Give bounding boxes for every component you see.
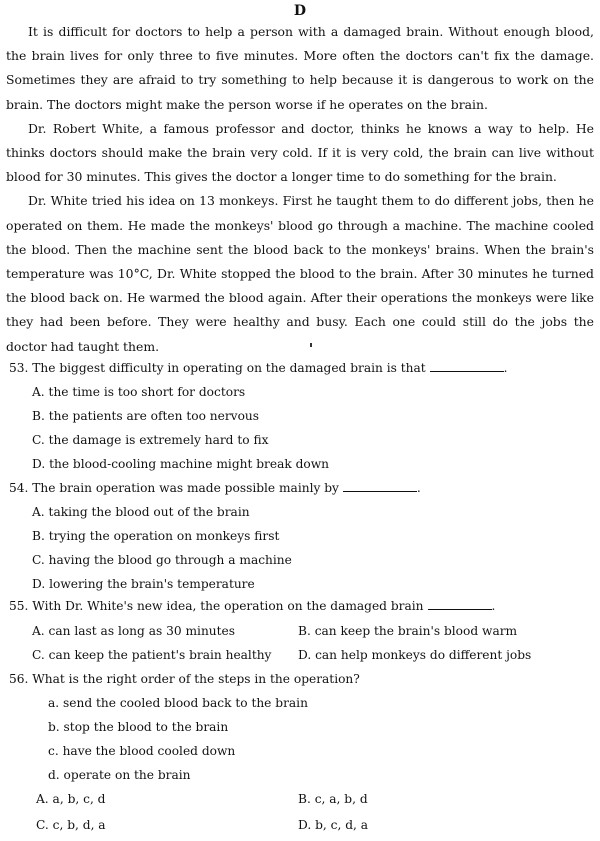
question-53-option-c: C. the damage is extremely hard to fix — [32, 433, 269, 447]
question-53: 53. The biggest difficulty in operating on the damaged brain is that . — [9, 361, 508, 375]
question-56-step-d: d. operate on the brain — [48, 768, 191, 782]
question-53-option-a: A. the time is too short for doctors — [32, 385, 246, 399]
answer-blank — [430, 361, 504, 372]
question-55-option-d: D. can help monkeys do different jobs — [298, 648, 532, 662]
question-56-step-b: b. stop the blood to the brain — [48, 720, 229, 734]
question-56 — [9, 671, 360, 688]
question-56-option-a: A. a, b, c, d — [36, 792, 106, 806]
question-55-option-a: A. can last as long as 30 minutes — [32, 624, 236, 638]
question-53-option-d: D. the blood-cooling machine might break down — [32, 457, 330, 471]
question-56-stem: 56. What is the right order of the steps in the operation? — [9, 672, 360, 686]
question-55-stem: 55. With Dr. White's new idea, the operation on the damaged brain — [9, 599, 424, 613]
question-56-option-d: D. b, c, d, a — [298, 818, 369, 832]
question-53-option-b: B. the patients are often too nervous — [32, 409, 260, 423]
question-54: 54. The brain operation was made possible mainly by . — [9, 481, 421, 495]
print-mark — [310, 343, 312, 347]
question-53-stem: 53. The biggest difficulty in operating on the damaged brain is that — [9, 361, 426, 375]
question-54-option-b: B. trying the operation on monkeys first — [32, 529, 280, 543]
question-55-option-b: B. can keep the brain's blood warm — [298, 624, 518, 638]
passage-paragraph-3: Dr. White tried his idea on 13 monkeys. First he taught them to do different jobs, then he operated on them. He made the monkeys' blood go through a machine. The machine cooled the blood. Then the machine sent the blood back to the monkeys' brains. When the brain's temperature was 10°C, Dr. White stopped the blood to the brain. After 30 minutes he turned the blood back on. He warmed the blood again. After their operations the monkeys were like they had been before. They were healthy and busy. Each one could still do the jobs the doctor had taught them. — [6, 193, 594, 354]
reading-passage — [6, 20, 594, 359]
passage-paragraph-2: Dr. Robert White, a famous professor and doctor, thinks he knows a way to help. He thinks doctors should make the brain very cold. If it is very cold, the brain can live without blood for 30 minutes. This gives the doctor a longer time to do something for the brain. — [6, 120, 594, 185]
question-54-stem: 54. The brain operation was made possible mainly by — [9, 481, 339, 495]
question-54-option-a: A. taking the blood out of the brain — [32, 505, 250, 519]
question-56-option-c: C. c, b, d, a — [36, 818, 106, 832]
question-54-option-c: C. having the blood go through a machine — [32, 553, 292, 567]
question-56-step-c: c. have the blood cooled down — [48, 744, 236, 758]
question-56-option-b: B. c, a, b, d — [298, 792, 368, 806]
section-title: D — [293, 3, 307, 19]
question-55: 55. With Dr. White's new idea, the operation on the damaged brain . — [9, 599, 496, 613]
question-54-option-d: D. lowering the brain's temperature — [32, 577, 255, 591]
question-55-option-c: C. can keep the patient's brain healthy — [32, 648, 272, 662]
passage-paragraph-1: It is difficult for doctors to help a person with a damaged brain. Without enough blood, the brain lives for only three to five minutes. More often the doctors can't fix the damage. Sometimes they are afraid to try something to help because it is dangerous to work on the brain. The doctors might make the person worse if he operates on the brain. — [6, 24, 594, 112]
answer-blank — [343, 481, 417, 492]
answer-blank — [428, 599, 492, 610]
question-56-step-a: a. send the cooled blood back to the brain — [48, 696, 308, 710]
